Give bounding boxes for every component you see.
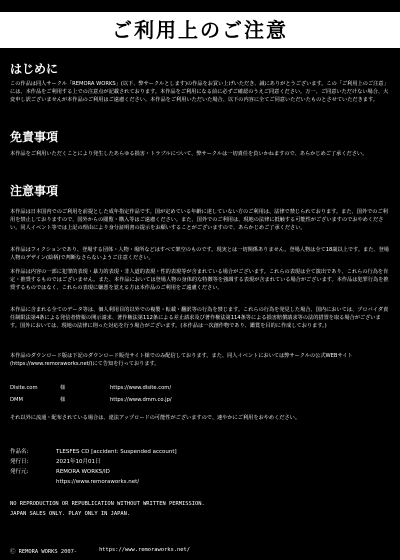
page-title: ご利用上のご注意: [0, 12, 400, 48]
info-url-link[interactable]: https://www.remoraworks.net/: [56, 479, 140, 485]
footer: [10, 547, 190, 555]
notes-paragraph-4: 本作品に含まれる全てのデータ等は、個人利用目的以外での複製・転載・翻訳等の行為を禁じます。これらの行為を発見した場合、国内においては、プロバイダ責任制限法第4条による発信者情報の開示請求、著作権法第112条による差止請求及び著作権法第114条等による損害賠償請求等の法的措置を取る場合がございます。国外においては、現地の法律に則った対応を行う場合がございます。(本作品は一次創作物であり、鑑賞を目的に作成しております。): [10, 307, 389, 329]
credit-link[interactable]: https://www.dmm.co.jp/: [110, 397, 172, 403]
info-key: 作品名:: [10, 449, 29, 455]
info-value: TLESFES CD [accident: Suspended account]: [56, 449, 177, 455]
notes-paragraph-5: 本作品のダウンロード版は下記のダウンロード販売サイト様でのみ配信しております。また、同人イベントにおいては弊サークルの公式WEBサイト(https://www.remoraworks.net/)にて告知を行っております。: [10, 353, 353, 367]
disclaimer-heading: 免責事項: [10, 130, 59, 144]
info-publisher-row: [10, 468, 110, 476]
notes-heading: 注意事項: [10, 184, 59, 198]
credit-row-dmm: [10, 396, 390, 404]
intro-heading: はじめに: [10, 62, 59, 76]
reproduction-notice: NO REPRODUCTION OR REPUBLICATION WITHOUT WRITTEN PERMISSION.: [10, 501, 205, 507]
info-key: [10, 478, 56, 486]
closing-note: それ以外に流通・配布されている場合は、違法アップロードの可能性がございますので、速やかにご利用をおやめください。: [10, 415, 301, 421]
sales-region-notice: JAPAN SALES ONLY. PLAY ONLY IN JAPAN.: [10, 511, 131, 517]
footer-url-link[interactable]: https://www.remoraworks.net/: [99, 547, 190, 553]
disclaimer-body: 本作品をご利用いただくことにより発生したあらゆる損害・トラブルについて、弊サークルは一切責任を負いかねますので、あらかじめご了承ください。: [10, 151, 368, 157]
notes-paragraph-1: 本作品は日本国内でのご利用を前提とした成年指定作品です。国が定めている年齢に達していない方のご利用は、法律で禁じられております。また、国外でのご利用を禁止しておりますので、国外からの閲覧・購入等はご遠慮ください。また、国外でのご利用は、現地の法律に抵触する可能性がございますのでおやめください。同人イベント等では上記の理由により身分証明書の提示をお願いすることがございますので、あらかじめご了承ください。: [10, 209, 388, 231]
credit-name: Dlsite.com: [10, 385, 38, 391]
info-title-row: [10, 448, 177, 456]
notes-paragraph-3: 本作品は内容の一部に犯罪的表現・暴力的表現・非人道的表現・性的表現等が含まれている場合がございます。これらの表現は全て演出であり、これらの行為を肯定・推奨するものではございません。また、本作品においては登場人物の身体的な特徴等を強調する表現が含まれている場合がございます。本作品は犯罪行為を推奨するものではなく、これらの表現に嫌悪を覚える方は本作品のご利用をご遠慮ください。: [10, 269, 389, 291]
info-url-row: [10, 478, 139, 486]
credit-row-dlsite: [10, 384, 390, 392]
copyright: Ⓒ REMORA WORKS 2007-: [10, 549, 78, 555]
credit-link[interactable]: https://www.dlsite.com/: [110, 385, 172, 391]
info-key: 発行元:: [10, 469, 29, 475]
credit-honorific: 様: [60, 385, 66, 391]
credit-name: DMM: [10, 397, 23, 403]
info-value: 2021年10月01日: [56, 459, 101, 465]
info-date-row: [10, 458, 101, 466]
intro-body: この作品は同人サークル「REMORA WORKS」(以下、弊サークルとします)の作品をお買い上げいただき、誠にありがとうございます。この「ご利用上のご注意」には、本作品をご利用する上での注意点が記載されております。本作品をご利用になる前に必ずご確認のうえご同意ください。万一、ご同意いただけない場合、大変申し訳ございませんが本作品のご利用はご遠慮ください。本作品をご利用いただいた場合、以下の内容に全てご同意いただいたものとさせていただきます。: [10, 81, 389, 103]
info-value: REMORA WORKS/ID: [56, 469, 110, 475]
notes-paragraph-2: 本作品はフィクションであり、登場する団体・人物・場所などはすべて架空のものです。現実とは一切関係ありません。登場人物は全て18歳以上です。また、登場人物のデザイン(絵柄)で判断なさらないようご注意ください。: [10, 247, 389, 261]
info-key: 発行日:: [10, 459, 29, 465]
credit-honorific: 様: [60, 397, 66, 403]
